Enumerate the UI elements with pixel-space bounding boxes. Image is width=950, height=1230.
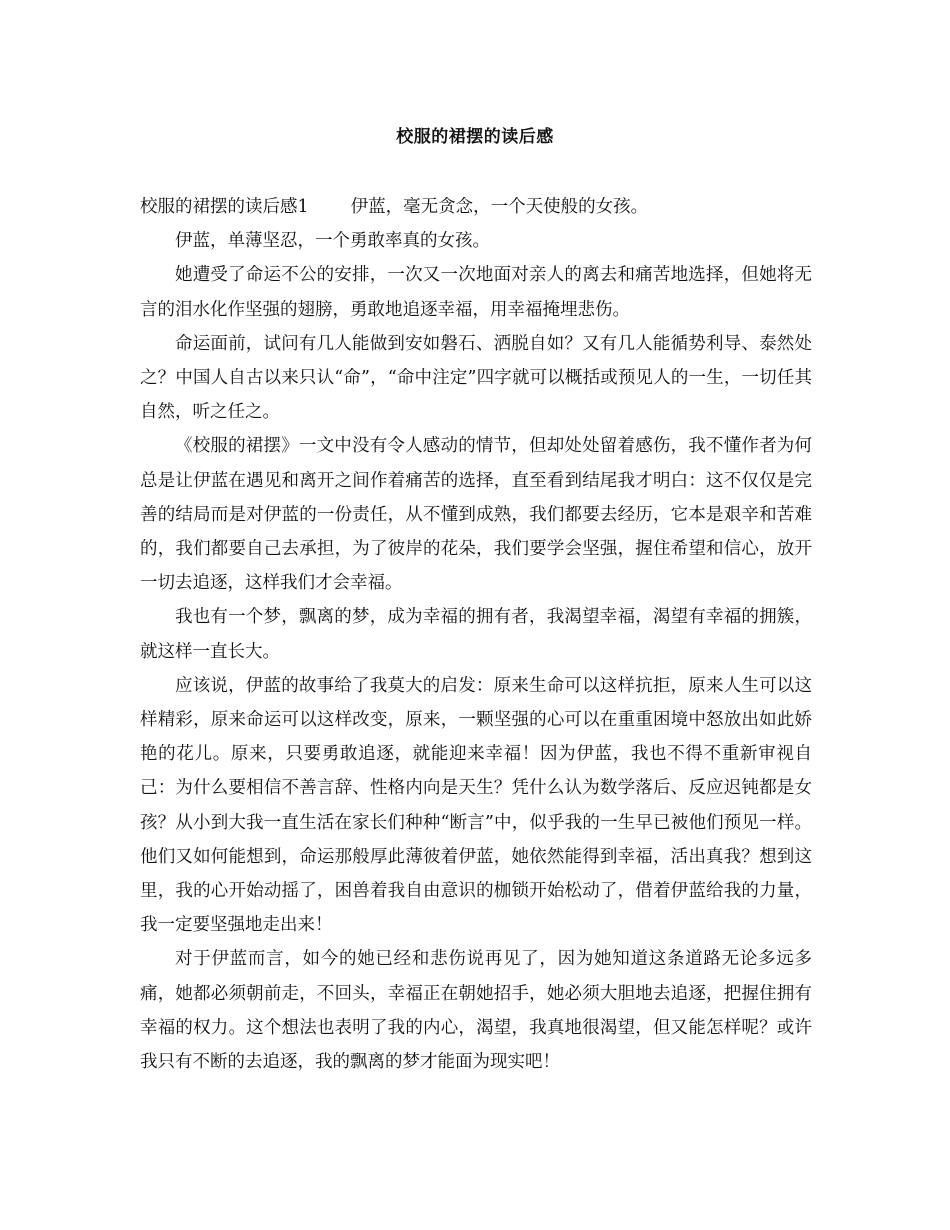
paragraph-8: 对于伊蓝而言，如今的她已经和悲伤说再见了，因为她知道这条道路无论多远多痛，她都必须朝前走，不回头，幸福正在朝她招手，她必须大胆地去追逐，把握住拥有幸福的权力。这个想法也表明了我的内心，渴望，我真地很渴望，但又能怎样呢？或许我只有不断的去追逐，我的飘离的梦才能面为现实吧！ xyxy=(140,949,812,1073)
paragraph-4: 命运面前，试问有几人能做到安如磐石、洒脱自如？又有几人能循势利导、泰然处之？中国人自古以来只认“命”，“命中注定”四字就可以概括或预见人的一生，一切任其自然，听之任之。 xyxy=(140,333,812,423)
inline-heading: 校服的裙摆的读后感1 xyxy=(140,197,309,217)
paragraph-1 xyxy=(140,190,812,224)
document-body xyxy=(140,190,812,1079)
paragraph-6: 我也有一个梦，飘离的梦，成为幸福的拥有者，我渴望幸福，渴望有幸福的拥簇，就这样一直长大。 xyxy=(140,607,812,662)
paragraph-2: 伊蓝，单薄坚忍，一个勇敢率真的女孩。 xyxy=(175,231,490,252)
document-title: 校服的裙摆的读后感 xyxy=(396,127,554,147)
paragraph-1-text: 伊蓝，毫无贪念，一个天使般的女孩。 xyxy=(350,197,649,217)
paragraph-5: 《校服的裙摆》一文中没有令人感动的情节，但却处处留着感伤，我不懂作者为何总是让伊蓝在遇见和离开之间作着痛苦的选择，直至看到结尾我才明白：这不仅仅是完善的结局而是对伊蓝的一份责任，从不懂到成熟，我们都要去经历，它本是艰辛和苦难的，我们都要自己去承担，为了彼岸的花朵，我们要学会坚强，握住希望和信心，放开一切去追逐，这样我们才会幸福。 xyxy=(140,436,812,594)
paragraph-3: 她遭受了命运不公的安排，一次又一次地面对亲人的离去和痛苦地选择，但她将无言的泪水化作坚强的翅膀，勇敢地追逐幸福，用幸福掩埋悲伤。 xyxy=(140,265,812,320)
paragraph-7: 应该说，伊蓝的故事给了我莫大的启发：原来生命可以这样抗拒，原来人生可以这样精彩，原来命运可以这样改变，原来，一颗坚强的心可以在重重困境中怒放出如此娇艳的花儿。原来，只要勇敢追逐，就能迎来幸福！因为伊蓝，我也不得不重新审视自己：为什么要相信不善言辞、性格内向是天生？凭什么认为数学落后、反应迟钝都是女孩？从小到大我一直生活在家长们种种“断言”中，似乎我的一生早已被他们预见一样。他们又如何能想到，命运那般厚此薄彼着伊蓝，她依然能得到幸福，活出真我？想到这里，我的心开始动摇了，困兽着我自由意识的枷锁开始松动了，借着伊蓝给我的力量，我一定要坚强地走出来！ xyxy=(140,675,812,936)
